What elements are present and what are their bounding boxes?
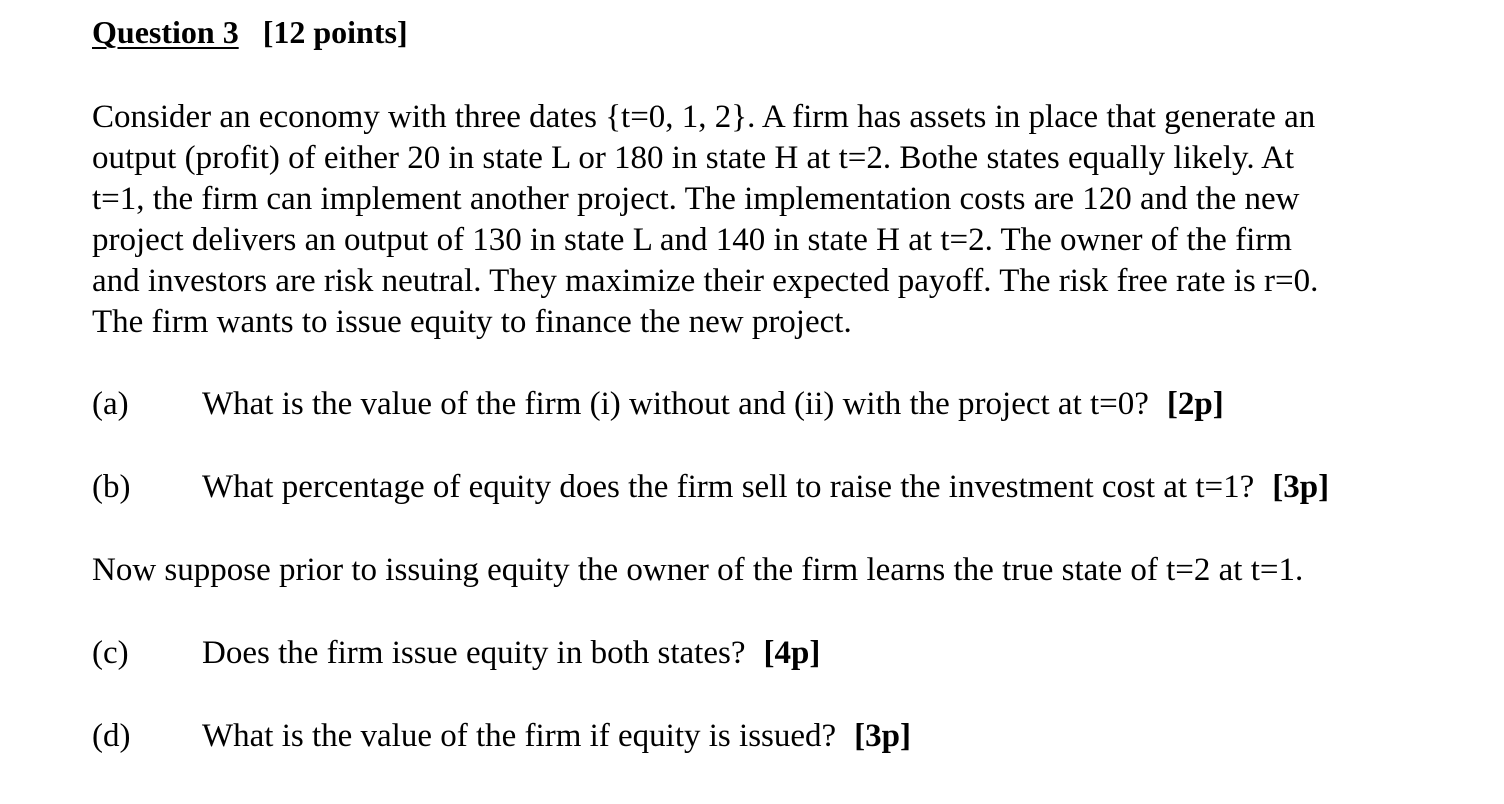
intro-line: t=1, the firm can implement another project. The implementation costs are 120 and the new	[92, 181, 1300, 217]
part-a-text: What is the value of the firm (i) without and (ii) with the project at t=0?	[202, 386, 1149, 422]
part-c-text: Does the firm issue equity in both states?	[202, 635, 746, 671]
question-points: [12 points]	[262, 14, 408, 50]
intro-paragraph	[92, 97, 1318, 343]
question-number: Question 3	[92, 14, 239, 50]
question-heading	[92, 14, 408, 51]
part-d-points: [3p]	[854, 718, 912, 754]
part-b-label: (b)	[92, 469, 131, 505]
intro-line: output (profit) of either 20 in state L or 180 in state H at t=2. Bothe states equally likely. At	[92, 140, 1295, 176]
interlude-text: Now suppose prior to issuing equity the owner of the firm learns the true state of t=2 at t=1.	[92, 552, 1304, 588]
intro-line: and investors are risk neutral. They maximize their expected payoff. The risk free rate is r=0.	[92, 263, 1319, 299]
part-c-points: [4p]	[763, 635, 821, 671]
part-a-points: [2p]	[1166, 386, 1224, 422]
part-d-label: (d)	[92, 718, 131, 754]
part-c-label: (c)	[92, 635, 129, 671]
part-b-text: What percentage of equity does the firm sell to raise the investment cost at t=1?	[202, 469, 1255, 505]
intro-line: Consider an economy with three dates {t=0, 1, 2}. A firm has assets in place that generate an	[92, 99, 1316, 135]
part-b-points: [3p]	[1272, 469, 1330, 505]
intro-line: project delivers an output of 130 in state L and 140 in state H at t=2. The owner of the firm	[92, 222, 1292, 258]
intro-line: The firm wants to issue equity to finance the new project.	[92, 304, 852, 340]
part-d-text: What is the value of the firm if equity is issued?	[202, 718, 837, 754]
part-a-label: (a)	[92, 386, 129, 422]
